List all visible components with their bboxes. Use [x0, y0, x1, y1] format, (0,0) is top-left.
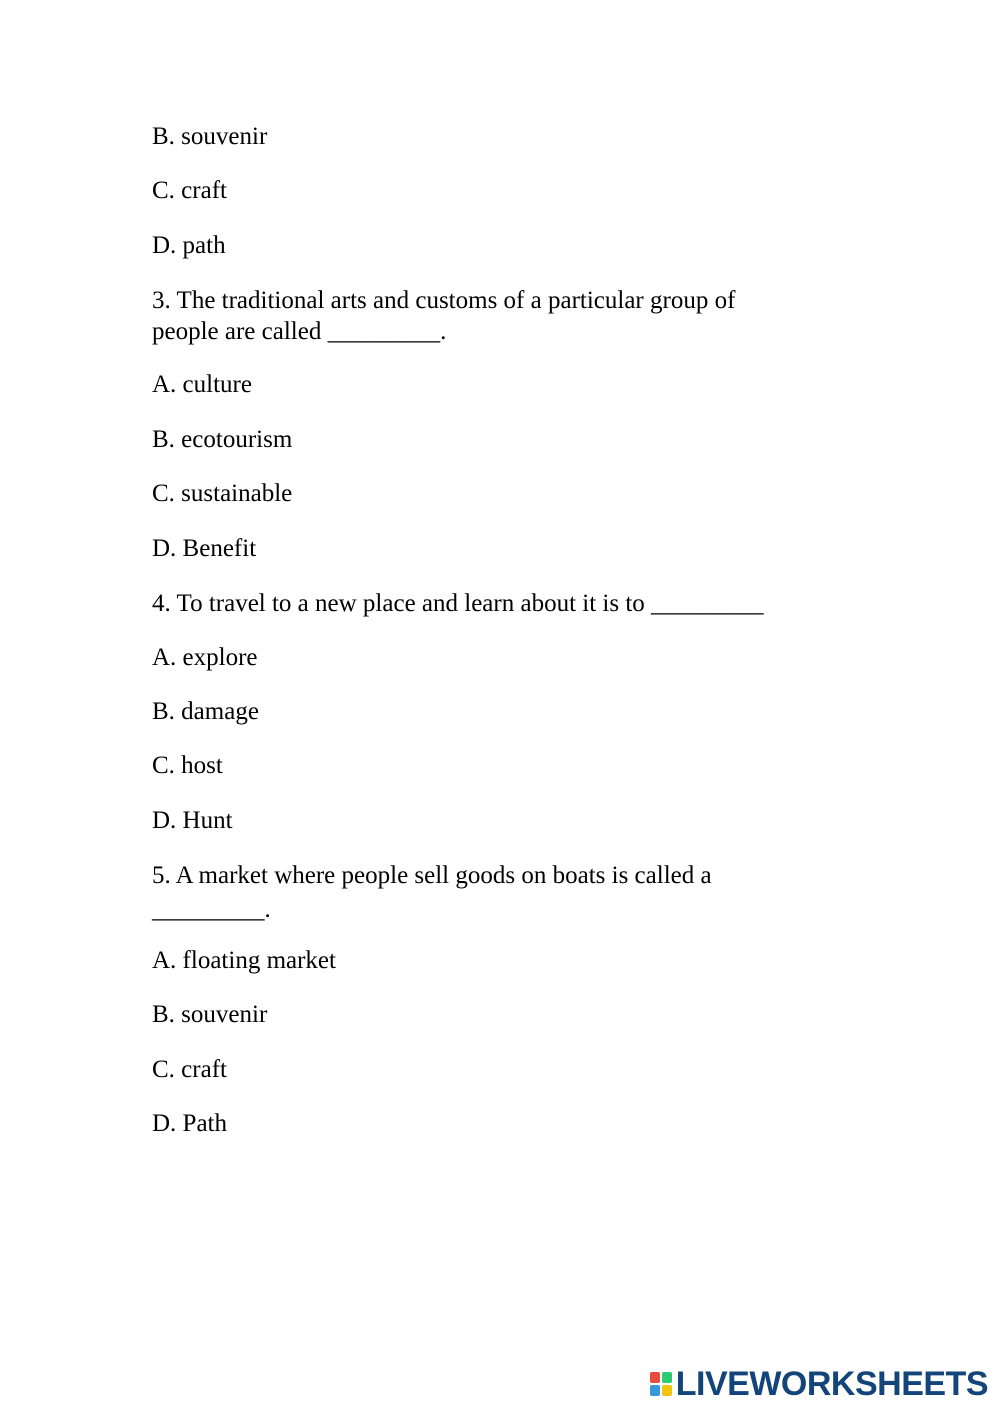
- option-q5-d: D. Path: [152, 1110, 227, 1137]
- option-q3-c: C. sustainable: [152, 480, 293, 507]
- option-q5-a: A. floating market: [152, 947, 336, 974]
- option-q4-b: B. damage: [152, 698, 259, 725]
- question-5-line-2: _________.: [152, 896, 271, 923]
- question-4: 4. To travel to a new place and learn about it is to _________: [152, 590, 764, 617]
- option-q3-d: D. Benefit: [152, 535, 257, 562]
- brand-name: LIVEWORKSHEETS: [675, 1364, 988, 1403]
- option-q2-d: D. path: [152, 232, 226, 259]
- option-q5-b: B. souvenir: [152, 1001, 268, 1028]
- option-q4-c: C. host: [152, 752, 223, 779]
- option-q2-c: C. craft: [152, 177, 227, 204]
- option-q3-b: B. ecotourism: [152, 426, 293, 453]
- logo-tile: [650, 1385, 660, 1396]
- question-3-line-1: 3. The traditional arts and customs of a particular group of: [152, 287, 736, 314]
- liveworksheets-logo-icon: [650, 1372, 672, 1396]
- logo-tile: [662, 1372, 672, 1383]
- option-q4-a: A. explore: [152, 644, 258, 671]
- option-q4-d: D. Hunt: [152, 807, 233, 834]
- option-q2-b: B. souvenir: [152, 123, 268, 150]
- logo-tile: [662, 1385, 672, 1396]
- question-3-line-2: people are called _________.: [152, 318, 447, 345]
- liveworksheets-brand: [650, 1364, 988, 1404]
- option-q5-c: C. craft: [152, 1056, 227, 1083]
- logo-tile: [650, 1372, 660, 1383]
- question-5-line-1: 5. A market where people sell goods on boats is called a: [152, 862, 712, 889]
- option-q3-a: A. culture: [152, 371, 252, 398]
